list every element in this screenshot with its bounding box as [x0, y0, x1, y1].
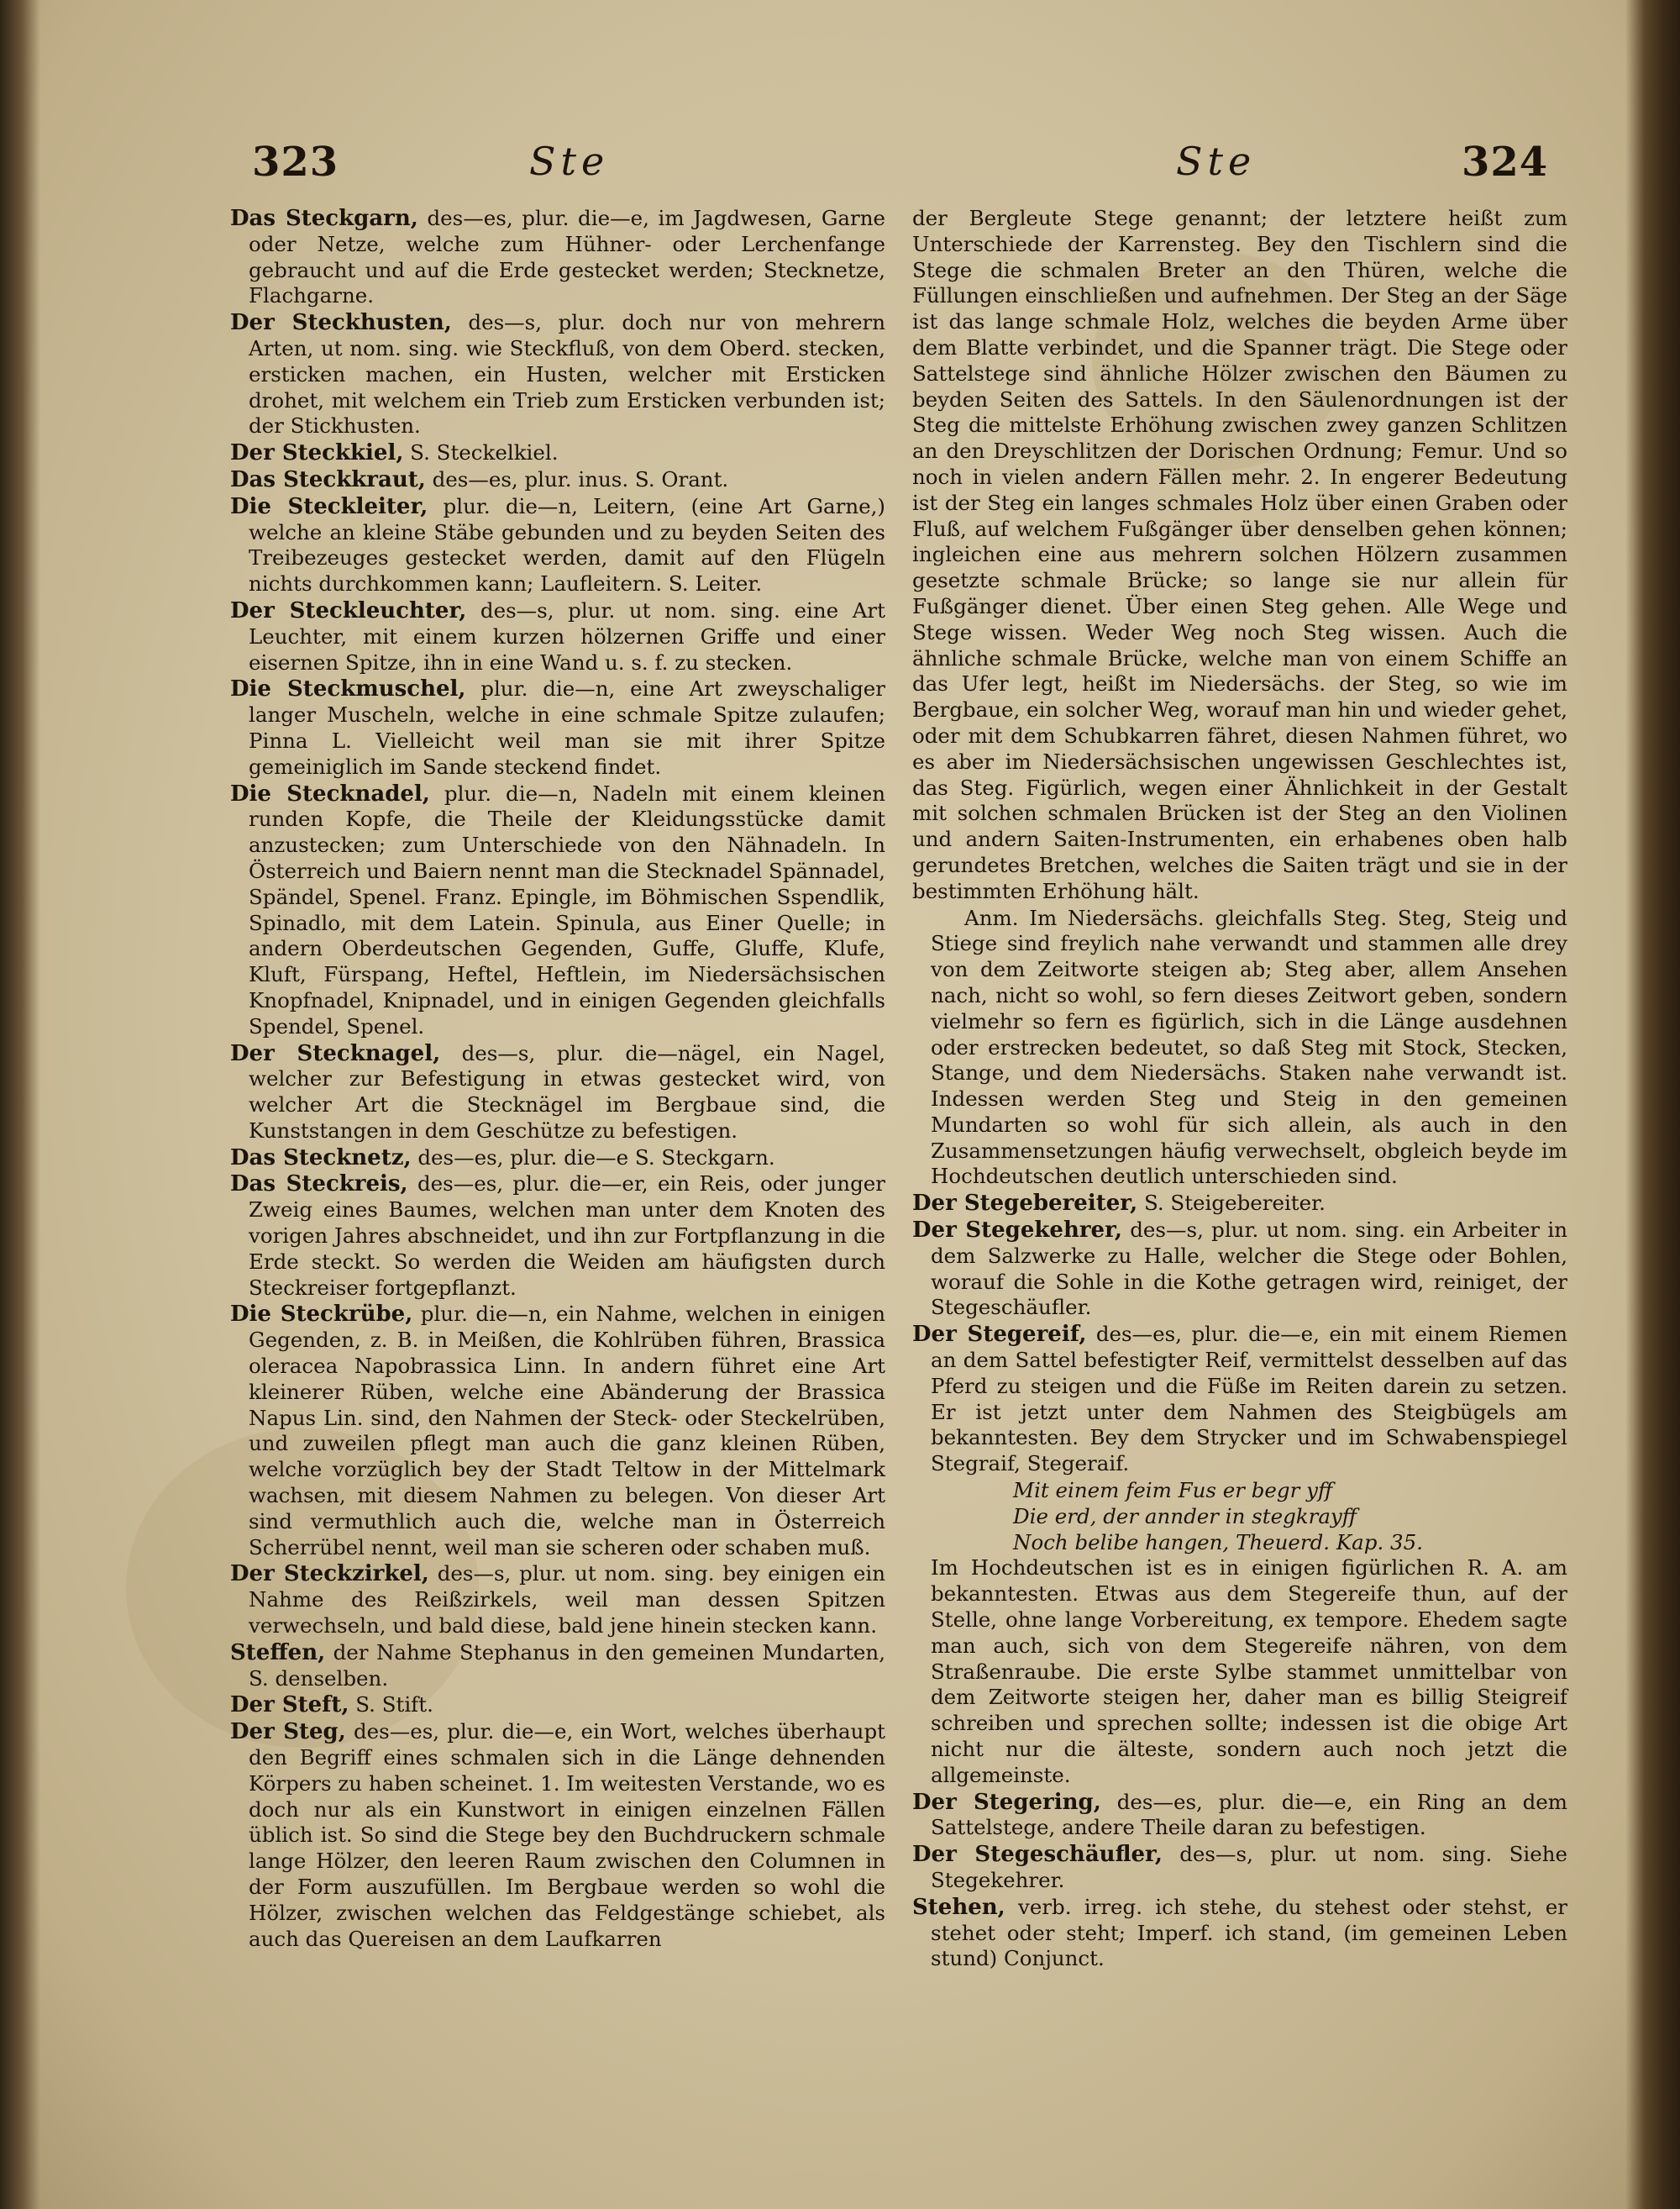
dictionary-entry: [230, 1302, 885, 1560]
verse-line: Die erd, der annder in stegkrayff: [1013, 1503, 1357, 1528]
entry-headword: Die Steckrübe,: [230, 1302, 413, 1328]
entry-text: des—s, plur. doch nur von mehrern Arten, ut nom. sing. wie Steckfluß, von dem Oberd. stecken, ersticken machen, ein Husten, welcher mit Ersticken drohet, mit welchem ein Trieb zum Ersticken verbunden ist; der Stickhusten.: [249, 310, 885, 439]
dictionary-entry: [230, 1692, 885, 1718]
entry-headword: Der Steckleuchter,: [230, 597, 467, 623]
entry-text: S. Steckelkiel.: [410, 440, 559, 465]
left-page-edge: [0, 0, 40, 2209]
dictionary-entry: [230, 676, 885, 780]
entry-headword: Das Steckgarn,: [230, 206, 418, 231]
left-page-number: 323: [252, 139, 339, 186]
entry-headword: Der Steckhusten,: [230, 310, 452, 336]
entry-continuation: der Bergleute Stege genannt; der letztere heißt zum Unterschiede der Karrensteg. Bey den Tischlern sind die Stege die schmalen Breter an den Thüren, welche die Füllungen einschließen und aufnehmen. Der Steg an der Säge ist das lange schmale Holz, welches die beyden Arme über dem Blatte verbindet, und die Spanner trägt. Die Stege oder Sattelstege sind ähnliche Hölzer zwischen den Bäumen zu beyden Seiten des Sattels. In den Säulenordnungen ist der Steg die mittelste Erhöhung zwischen zwey ganzen Schlitzen an den Dreyschlitzen der Dorischen Ordnung; Femur. Und so noch in vielen andern Fällen mehr. 2. In engerer Bedeutung ist der Steg ein langes schmales Holz über einen Graben oder Fluß, auf welchem Fußgänger über denselben gehen können; ingleichen eine aus mehrern solchen Hölzern zusammen gesetzte schmale Brücke; so lange sie nur allein für Fußgänger dienet. Über einen Steg gehen. Alle Wege und Stege wissen. Weder Weg noch Steg wissen. Auch die ähnliche schmale Brücke, welche man von einem Schiffe an das Ufer legt, heißt im Niedersächs. der Steg, so wie im Bergbaue, ein solcher Weg, worauf man hin und wieder gehet, oder mit dem Schubkarren fähret, diesen Nahmen führet, wo es aber im Niedersächsischen ungewissen Geschlechtes ist, das Steg. Figürlich, wegen einer Ähnlichkeit in der Gestalt mit solchen schmalen Brücken ist der Steg an den Violinen und andern Saiten-Instrumenten, ein erhabenes oben halb gerundetes Bretchen, welches die Saiten trägt und sie in der bestimmten Erhöhung hält.: [912, 206, 1567, 903]
entry-text: des—s, plur. ut nom. sing. Siehe Stegekehrer.: [931, 1842, 1567, 1892]
dictionary-entry: [912, 1895, 1567, 1972]
dictionary-entry: [230, 781, 885, 1040]
entry-headword: Die Stecknadel,: [230, 781, 430, 807]
dictionary-entry: [912, 1790, 1567, 1842]
entry-headword: Der Stegeschäufler,: [912, 1842, 1163, 1868]
verse-line: Mit einem feim Fus er begr yff: [1013, 1478, 1333, 1503]
entry-headword: Steffen,: [230, 1639, 326, 1665]
dictionary-entry: [912, 1322, 1567, 1477]
entry-text: plur. die—n, Nadeln mit einem kleinen runden Kopfe, die Theile der Kleidungsstücke damit anzustecken; zum Unterschiede von den Nähnadeln. In Österreich und Baiern nennt man die Stecknadel Spännadel, Spändel, Spenel. Franz. Epingle, im Böhmischen Sspendlik, Spinadlo, mit dem Latein. Spinula, aus Einer Quelle; in andern Oberdeutschen Gegenden, Guffe, Gluffe, Klufe, Kluft, Fürspang, Heftel, Heftlein, im Niedersächsischen Knopfnadel, Knipnadel, und in einigen Gegenden gleichfalls Spendel, Spenel.: [249, 781, 885, 1039]
left-running-head: Ste: [529, 139, 610, 184]
annotation-paragraph: Anm. Im Niedersächs. gleichfalls Steg. Steg, Steig und Stiege sind freylich nahe verwandt und stammen alle drey von dem Zeitworte steigen ab; Steg aber, allem Ansehen nach, nicht so wohl, so fern dieses Zeitwort geben, sondern vielmehr so fern es figürlich, sich in die Länge ausdehnen oder erstrecken bedeutet, so daß Steg mit Stock, Stecken, Stange, und dem Niedersächs. Staken nahe verwandt ist. Indessen werden Steg und Steig in den gemeinen Mundarten so wohl für sich allein, als auch in den Zusammensetzungen häufig verwechselt, obgleich beyde im Hochdeutschen deutlich unterschieden sind.: [931, 905, 1567, 1189]
entry-text: des—s, plur. die—nägel, ein Nagel, welcher zur Befestigung in etwas gestecket wird, von welcher Art die Stecknägel im Bergbaue sind, die Kunststangen in dem Geschütze zu befestigen.: [249, 1040, 885, 1143]
entry-headword: Die Steckleiter,: [230, 493, 428, 519]
dictionary-entry: [912, 1191, 1567, 1217]
entry-headword: Der Steg,: [230, 1719, 346, 1745]
book-gutter: [1625, 0, 1680, 2209]
right-column: [912, 206, 1568, 1971]
entry-headword: Der Steft,: [230, 1692, 349, 1718]
dictionary-entry: [230, 206, 885, 309]
entry-text: des—es, plur. die—e, im Jagdwesen, Garne oder Netze, welche zum Hühner- oder Lerchenfange gebraucht und auf die Erde gestecket werden; Stecknetze, Flachgarne.: [249, 206, 886, 308]
dictionary-entry: [230, 1640, 885, 1692]
entry-headword: Der Stegereif,: [912, 1322, 1087, 1348]
entry-headword: Der Stegebereiter,: [912, 1191, 1138, 1217]
dictionary-entry: [912, 1218, 1567, 1321]
dictionary-entry: [230, 310, 885, 439]
entry-text: des—s, plur. ut nom. sing. ein Arbeiter in dem Salzwerke zu Halle, welcher die Stege oder Bohlen, worauf die Sohle in die Kothe getragen wird, reiniget, der Stegeschäufler.: [931, 1218, 1568, 1320]
entry-text: S. Steigebereiter.: [1143, 1191, 1326, 1216]
right-page-number: 324: [1462, 139, 1549, 186]
entry-text: S. Stift.: [355, 1692, 433, 1717]
dictionary-entry: [230, 598, 885, 676]
dictionary-entry: [230, 467, 885, 493]
entry-text: des—es, plur. die—er, ein Reis, oder junger Zweig eines Baumes, welchen man unter dem Knoten des vorigen Jahres abschneidet, und ihn zur Fortpflanzung in die Erde steckt. So werden die Weiden am häufigsten durch Steckreiser fortgepflanzt.: [249, 1171, 885, 1300]
dictionary-entry: [230, 494, 885, 597]
dictionary-entry: [230, 1561, 885, 1638]
entry-headword: Der Stegering,: [912, 1789, 1101, 1815]
entry-text: des—es, plur. inus. S. Orant.: [432, 466, 729, 492]
left-column: [230, 206, 886, 1951]
entry-headword: Die Steckmuschel,: [230, 676, 466, 702]
entry-text: der Nahme Stephanus in den gemeinen Mundarten, S. denselben.: [249, 1639, 885, 1691]
dictionary-entry: [230, 1171, 885, 1301]
entry-headword: Das Stecknetz,: [230, 1144, 412, 1170]
entry-continuation: Im Hochdeutschen ist es in einigen figürlichen R. A. am bekanntesten. Etwas aus dem Stegereife thun, auf der Stelle, ohne lange Vorbereitung, ex tempore. Ehedem sagte man auch, sich von dem Stegereife nähren, von dem Straßenraube. Die erste Sylbe stammet unmittelbar von dem Zeitworte steigen her, daher man es billig Steigreif schreiben und sprechen sollte; indessen ist die obige Art nicht nur die älteste, sondern auch noch jetzt die allgemeinste.: [931, 1555, 1567, 1787]
entry-text: des—es, plur. die—e, ein mit einem Riemen an dem Sattel befestigter Reif, vermittelst desselben auf das Pferd zu steigen und die Füße im Reiten darein zu setzen. Er ist jetzt unter dem Nahmen des Steigbügels am bekanntesten. Bey dem Strycker und im Schwabenspiegel Stegraif, Stegeraif.: [931, 1322, 1567, 1476]
entry-text: des—es, plur. die—e, ein Wort, welches überhaupt den Begriff eines schmalen sich in die Länge dehnenden Körpers zu haben scheinet. 1. Im weitesten Verstande, wo es doch nur als ein Kunstwort in einigen einzelnen Fällen üblich ist. So sind die Stege bey den Buchdruckern schmale lange Hölzer, den leeren Raum zwischen den Columnen in der Form auszufüllen. Im Bergbaue werden so wohl die Hölzer, zwischen welchen das Feldgestänge schiebet, als auch das Quereisen an dem Laufkarren: [249, 1719, 885, 1951]
entry-headword: Der Steckkiel,: [230, 440, 404, 466]
dictionary-entry: [230, 1145, 885, 1171]
entry-headword: Der Stecknagel,: [230, 1040, 441, 1066]
right-running-head: Ste: [1176, 139, 1257, 184]
entry-text: des—s, plur. ut nom. sing. eine Art Leuchter, mit einem kurzen hölzernen Griffe und einer eisernen Spitze, ihn in eine Wand u. s. f. zu stecken.: [249, 597, 885, 675]
dictionary-entry: [230, 440, 885, 466]
verse-line: Noch belibe hangen, Theuerd. Kap. 35.: [1013, 1529, 1424, 1554]
dictionary-entry: [912, 1842, 1567, 1894]
dictionary-entry: [230, 1041, 885, 1144]
entry-text: plur. die—n, ein Nahme, welchen in einigen Gegenden, z. B. in Meißen, die Kohlrüben führen, Brassica oleracea Napobrassica Linn. In andern führet eine Art kleinerer Rüben, welche eine Abänderung der Brassica Napus Lin. sind, den Nahmen der Steck- oder Steckelrüben, und zuweilen pflegt man auch die ganz kleinen Rüben, welche vorzüglich bey der Stadt Teltow in der Mittelmark wachsen, mit diesem Nahmen zu belegen. Von dieser Art sind vermuthlich auch die, welche man in Österreich Scherrübel nennt, weil man sie scheren oder schaben muß.: [249, 1302, 885, 1559]
entry-text: des—s, plur. ut nom. sing. bey einigen ein Nahme des Reißzirkels, weil man dessen Spitzen verwechseln, und bald diese, bald jene hinein stecken kann.: [249, 1561, 886, 1638]
entry-text: plur. die—n, eine Art zweyschaliger langer Muscheln, welche in eine schmale Spitze zulaufen; Pinna L. Vielleicht weil man sie mit ihrer Spitze gemeiniglich im Sande steckend findet.: [249, 676, 886, 779]
entry-headword: Das Steckkraut,: [230, 466, 426, 492]
entry-headword: Stehen,: [912, 1894, 1005, 1920]
entry-text: des—es, plur. die—e S. Steckgarn.: [417, 1144, 775, 1170]
entry-text: verb. irreg. ich stehe, du stehest oder stehst, er stehet oder steht; Imperf. ich stand, (im gemeinen Leben stund) Conjunct.: [931, 1894, 1567, 1971]
entry-headword: Das Steckreis,: [230, 1171, 408, 1197]
entry-headword: Der Steckzirkel,: [230, 1561, 429, 1587]
entry-headword: Der Stegekehrer,: [912, 1218, 1122, 1244]
dictionary-entry: [230, 1719, 885, 1952]
entry-text: plur. die—n, Leitern, (eine Art Garne,) welche an kleine Stäbe gebunden und zu beyden Seiten des Treibezeuges gestecket werden, damit auf den Flügeln nichts durchkommen kann; Laufleitern. S. Leiter.: [249, 493, 885, 597]
entry-text: des—es, plur. die—e, ein Ring an dem Sattelstege, andere Theile daran zu befestigen.: [931, 1789, 1567, 1840]
